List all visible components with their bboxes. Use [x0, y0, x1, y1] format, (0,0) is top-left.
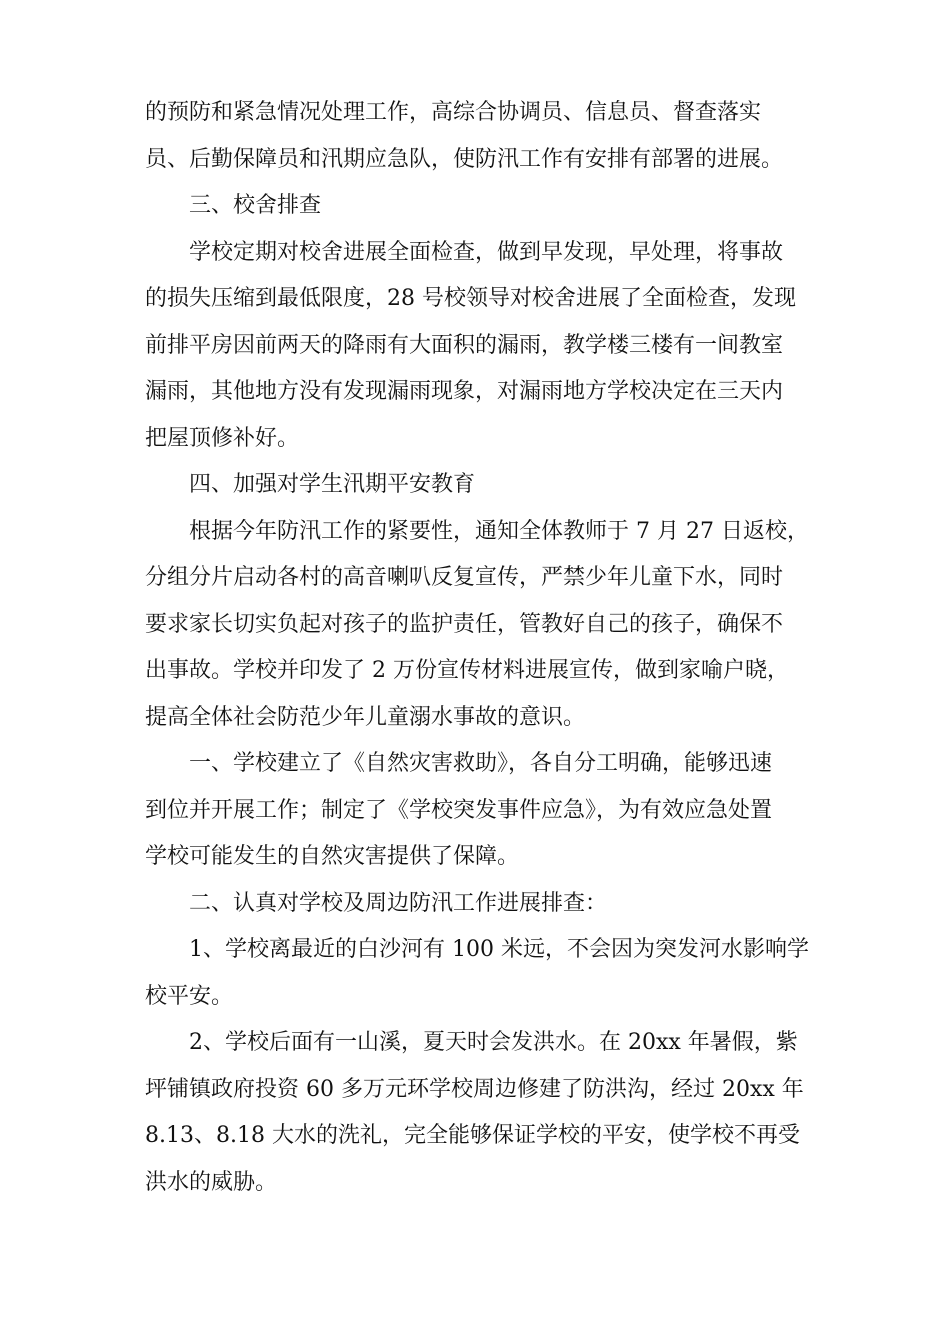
text-line: 到位并开展工作；制定了《学校突发事件应急》，为有效应急处置 — [145, 797, 773, 823]
text-line: 员、后勤保障员和汛期应急队，使防汛工作有安排有部署的进展。 — [145, 146, 784, 172]
text-line: 出事故。学校并印发了 2 万份宣传材料进展宣传，做到家喻户晓， — [145, 658, 789, 683]
document-body — [145, 90, 813, 1206]
section-heading: 三、校舍排查 — [189, 193, 322, 218]
text-line: 提高全体社会防范少年儿童溺水事故的意识。 — [145, 704, 586, 730]
text-line: 洪水的威胁。 — [145, 1169, 278, 1195]
text-line: 把屋顶修补好。 — [145, 425, 300, 451]
text-line: 8.13、8.18 大水的洗礼，完全能够保证学校的平安，使学校不再受 — [145, 1123, 800, 1148]
text-line: 2、学校后面有一山溪，夏天时会发洪水。在 20xx 年暑假，紫 — [189, 1030, 798, 1055]
text-line: 分组分片启动各村的高音喇叭反复宣传，严禁少年儿童下水，同时 — [145, 565, 784, 590]
text-line: 的预防和紧急情况处理工作，高综合协调员、信息员、督查落实 — [145, 100, 762, 125]
text-line: 校平安。 — [145, 983, 234, 1009]
section-heading: 二、认真对学校及周边防汛工作进展排查： — [189, 890, 608, 916]
text-line: 学校可能发生的自然灾害提供了保障。 — [145, 844, 520, 869]
text-line: 前排平房因前两天的降雨有大面积的漏雨，教学楼三楼有一间教室 — [145, 332, 784, 358]
text-line: 1、学校离最近的白沙河有 100 米远，不会因为突发河水影响学 — [189, 937, 809, 962]
text-line: 漏雨，其他地方没有发现漏雨现象，对漏雨地方学校决定在三天内 — [145, 379, 784, 404]
section-heading: 四、加强对学生汛期平安教育 — [189, 472, 476, 497]
text-line: 一、学校建立了《自然灾害救助》，各自分工明确，能够迅速 — [189, 751, 773, 776]
text-line: 学校定期对校舍进展全面检查，做到早发现，早处理，将事故 — [189, 239, 784, 265]
text-line: 的损失压缩到最低限度，28 号校领导对校舍进展了全面检查，发现 — [145, 286, 796, 311]
text-line: 要求家长切实负起对孩子的监护责任，管教好自己的孩子，确保不 — [145, 611, 784, 637]
text-line: 坪铺镇政府投资 60 多万元环学校周边修建了防洪沟，经过 20xx 年 — [145, 1076, 804, 1102]
text-line: 根据今年防汛工作的紧要性，通知全体教师于 7 月 27 日返校， — [189, 518, 809, 544]
